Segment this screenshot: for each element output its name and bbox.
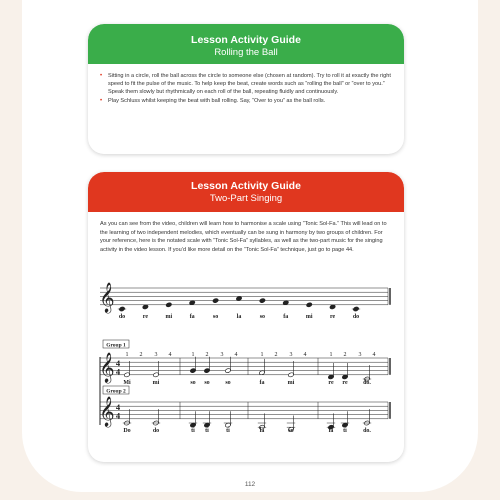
note-head <box>306 302 312 307</box>
beat-count: 3 <box>220 352 224 358</box>
card-title: Lesson Activity Guide <box>191 34 301 46</box>
card-subtitle: Rolling the Ball <box>214 47 278 58</box>
bullet-icon: • <box>100 73 103 79</box>
solfa-label: la <box>236 314 242 320</box>
card-title: Lesson Activity Guide <box>191 180 301 192</box>
lyric-syllable: ti <box>191 428 195 434</box>
lyric-syllable: la <box>259 428 265 434</box>
lyric-syllable: ti <box>226 428 230 434</box>
lyric-syllable: la <box>328 428 334 434</box>
note-head <box>259 298 265 303</box>
beat-count: 3 <box>358 352 362 358</box>
lyric-syllable: do. <box>363 380 371 386</box>
solfa-label: fa <box>189 314 195 320</box>
solfa-label: re <box>329 314 336 320</box>
beat-count: 2 <box>139 352 143 358</box>
treble-clef-icon: 𝄞 <box>99 353 115 383</box>
beat-count: 1 <box>125 352 129 358</box>
time-signature-top: 4 <box>115 401 121 412</box>
beat-count: 4 <box>234 352 238 358</box>
lyric-syllable: ti <box>343 428 347 434</box>
bullet-text: Play Schluss whilst keeping the beat with ball rolling. Say, “Over to you” as the ball rolls. <box>108 98 326 105</box>
solfa-label: fa <box>283 314 289 320</box>
lyric-syllable: so <box>190 380 196 386</box>
beat-count: 3 <box>154 352 158 358</box>
intro-paragraph: As you can see from the video, children will learn how to harmonise a scale using “Tonic Sol-Fa.” This will lead on to the learning of two independent melodies, which eventually can be sung in harmony by two groups of children. For your reference, here is the notated scale with “Tonic Sol-Fa” syllables, as well as the two-part music for the singing activity in the video lesson. If you’d like more detail on the “Tonic Sol-Fa” technique, just go to page 44. <box>100 221 387 253</box>
lyric-syllable: Mi <box>123 380 131 386</box>
solfa-label: mi <box>305 314 313 320</box>
bullet-icon: • <box>100 98 103 105</box>
solfa-label: re <box>142 314 149 320</box>
group-2-label: Group 2 <box>106 388 126 395</box>
time-signature-bottom: 4 <box>115 366 121 377</box>
card-subtitle: Two-Part Singing <box>209 193 283 204</box>
solfa-label: so <box>212 314 219 320</box>
lyric-syllable: so <box>225 380 231 386</box>
solfa-label: do <box>118 314 126 320</box>
beat-count: 1 <box>260 352 264 358</box>
lyric-syllable: do <box>152 428 160 434</box>
lyric-syllable: Do <box>123 428 131 434</box>
beat-count: 1 <box>329 352 333 358</box>
lyric-syllable: so <box>204 380 210 386</box>
lyric-syllable: mi <box>152 380 160 386</box>
treble-clef-icon: 𝄞 <box>99 397 115 427</box>
time-signature-top: 4 <box>115 357 121 368</box>
group-1-label: Group 1 <box>106 342 126 349</box>
beat-count: 4 <box>303 352 307 358</box>
lyric-syllable: re <box>328 380 334 386</box>
beat-count: 2 <box>274 352 278 358</box>
note-head <box>166 302 172 307</box>
beat-count: 4 <box>168 352 172 358</box>
solfa-label: so <box>259 314 266 320</box>
lyric-syllable: do. <box>363 428 371 434</box>
lyric-syllable: re <box>342 380 348 386</box>
beat-count: 1 <box>191 352 195 358</box>
beat-count: 4 <box>372 352 376 358</box>
page-number: 112 <box>244 481 256 488</box>
solfa-label: mi <box>165 314 173 320</box>
treble-clef-icon: 𝄞 <box>99 283 115 313</box>
solfa-label: do <box>352 314 360 320</box>
beat-count: 2 <box>343 352 347 358</box>
lyric-syllable: so <box>288 428 294 434</box>
lyric-syllable: fa <box>259 380 265 386</box>
note-head <box>212 298 218 303</box>
lyric-syllable: mi <box>287 380 295 386</box>
lyric-syllable: ti <box>205 428 209 434</box>
beat-count: 2 <box>205 352 209 358</box>
time-signature-bottom: 4 <box>115 410 121 421</box>
bullet-text: Sitting in a circle, roll the ball across the circle to someone else (chosen at random). Try to roll it at exactly the right speed to fit the pulse of the music. To help keep the beat, create words such as “rolling the ball” or “over to you.” Speak them slowly but rhythmically on each roll of the ball, repeating fluidly and continuously. <box>108 73 391 96</box>
beat-count: 3 <box>289 352 293 358</box>
